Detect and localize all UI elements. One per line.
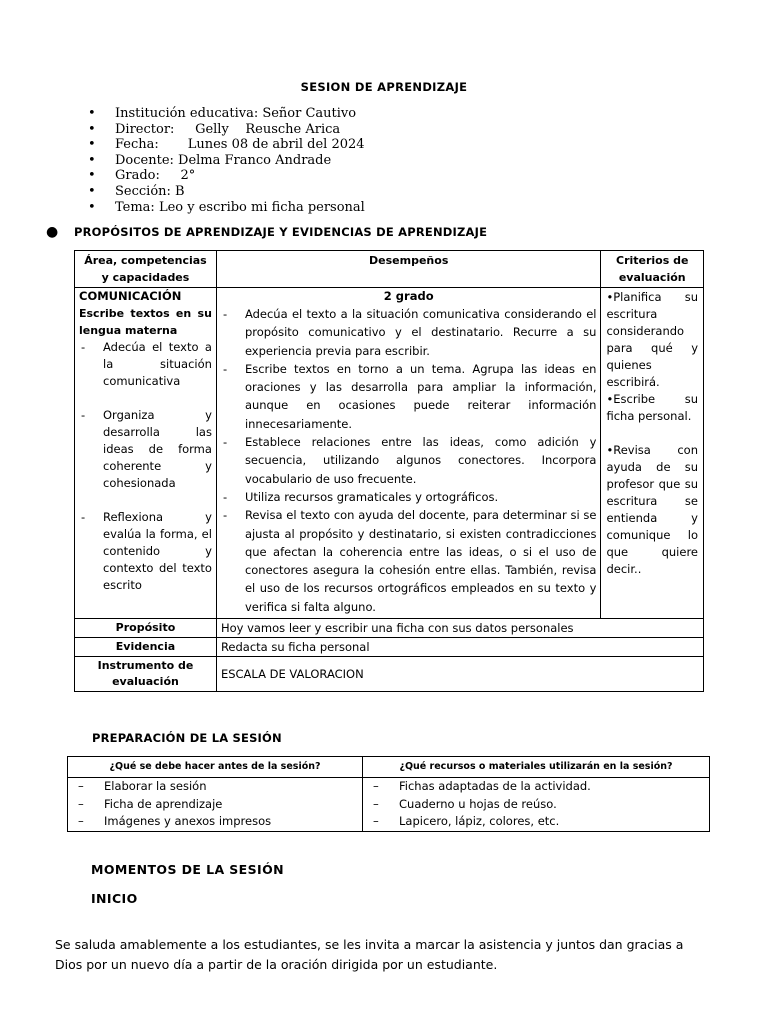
before-item: – Imágenes y anexos impresos bbox=[74, 813, 356, 831]
document-title: SESION DE APRENDIZAJE bbox=[300, 80, 468, 94]
performance-item: - Adecúa el texto a la situación comunicativa considerando el propósito comunicativo y el destinatario. Recurre a su experiencia previa para escribir. bbox=[221, 305, 597, 360]
area-competence: Escribe textos en su lengua materna bbox=[79, 307, 212, 337]
evidence-value: Redacta su ficha personal bbox=[216, 638, 703, 657]
header-desempenos: Desempeños bbox=[216, 251, 601, 288]
purpose-label: Propósito bbox=[75, 619, 217, 638]
header-area: Área, competencias y capacidades bbox=[75, 251, 217, 288]
preparation-content-row bbox=[68, 778, 710, 832]
purposes-table bbox=[74, 250, 704, 692]
capacity-item: - Organiza y desarrolla las ideas de forma coherente y cohesionada bbox=[79, 407, 212, 492]
capacities-list bbox=[75, 339, 216, 594]
inicio-heading: INICIO bbox=[91, 891, 138, 906]
preparation-resources-cell bbox=[363, 778, 710, 832]
performance-item: - Escribe textos en torno a un tema. Agrupa las ideas en oraciones y las desarrolla para ampliar la información, aunque en ocasiones puede reiterar información innecesariamente. bbox=[221, 360, 597, 433]
resources-list bbox=[363, 778, 709, 831]
info-item-date: • Fecha: Lunes 08 de abril del 2024 bbox=[115, 137, 365, 153]
info-item-teacher: • Docente: Delma Franco Andrade bbox=[115, 153, 365, 169]
purposes-heading: PROPÓSITOS DE APRENDIZAJE Y EVIDENCIAS DE APRENDIZAJE bbox=[74, 225, 488, 239]
performance-list bbox=[217, 305, 601, 618]
header-criterios: Criterios de evaluación bbox=[601, 251, 704, 288]
purposes-table-header-row bbox=[75, 251, 704, 288]
preparation-heading: PREPARACIÓN DE LA SESIÓN bbox=[92, 731, 282, 745]
resource-item: – Cuaderno u hojas de reúso. bbox=[369, 796, 703, 814]
resource-item: – Lapicero, lápiz, colores, etc. bbox=[369, 813, 703, 831]
bullet-icon: ● bbox=[46, 224, 59, 240]
info-item-institution: • Institución educativa: Señor Cautivo bbox=[115, 106, 365, 122]
moments-heading: MOMENTOS DE LA SESIÓN bbox=[91, 862, 284, 877]
before-item: – Ficha de aprendizaje bbox=[74, 796, 356, 814]
before-list bbox=[68, 778, 362, 831]
purposes-table-content-row bbox=[75, 288, 704, 619]
capacity-item: - Reflexiona y evalúa la forma, el contenido y contexto del texto escrito bbox=[79, 509, 212, 594]
criteria-cell bbox=[601, 288, 704, 619]
criteria-item: •Escribe su ficha personal. bbox=[606, 392, 698, 423]
instrument-row bbox=[75, 657, 704, 692]
evidence-row bbox=[75, 638, 704, 657]
area-cell bbox=[75, 288, 217, 619]
area-title: COMUNICACIÓN bbox=[79, 289, 182, 303]
preparation-header-before: ¿Qué se debe hacer antes de la sesión? bbox=[68, 757, 363, 778]
session-info-list bbox=[115, 106, 365, 215]
info-item-topic: • Tema: Leo y escribo mi ficha personal bbox=[115, 200, 365, 216]
performance-cell bbox=[216, 288, 601, 619]
before-item: – Elaborar la sesión bbox=[74, 778, 356, 796]
capacity-item: - Adecúa el texto a la situación comunicativa bbox=[79, 339, 212, 390]
resource-item: – Fichas adaptadas de la actividad. bbox=[369, 778, 703, 796]
performance-item: - Revisa el texto con ayuda del docente, para determinar si se ajusta al propósito y destinatario, si existen contradicciones que afectan la coherencia entre las ideas, o si el uso de conectores asegura la cohesión entre ellas. También, revisa el uso de los recursos ortográficos empleados en su texto y verifica si falta alguno. bbox=[221, 506, 597, 616]
performance-item: - Establece relaciones entre las ideas, como adición y secuencia, utilizando algunos conectores. Incorpora vocabulario de uso frecuente. bbox=[221, 433, 597, 488]
preparation-before-cell bbox=[68, 778, 363, 832]
instrument-label: Instrumento de evaluación bbox=[75, 657, 217, 692]
performance-item: - Utiliza recursos gramaticales y ortográficos. bbox=[221, 488, 597, 506]
info-item-director: • Director: Gelly Reusche Arica bbox=[115, 122, 365, 138]
preparation-header-resources: ¿Qué recursos o materiales utilizarán en la sesión? bbox=[363, 757, 710, 778]
evidence-label: Evidencia bbox=[75, 638, 217, 657]
purpose-row bbox=[75, 619, 704, 638]
info-item-section: • Sección: B bbox=[115, 184, 365, 200]
info-item-grade: • Grado: 2° bbox=[115, 168, 365, 184]
preparation-table bbox=[67, 756, 710, 832]
instrument-value: ESCALA DE VALORACION bbox=[216, 657, 703, 692]
criteria-item: •Revisa con ayuda de su profesor que su escritura se entienda y comunique lo que quiere decir.. bbox=[606, 443, 698, 576]
inicio-paragraph: Se saluda amablemente a los estudiantes, se les invita a marcar la asistencia y juntos dan gracias a Dios por un nuevo día a partir de la oración dirigida por un estudiante. bbox=[55, 937, 684, 972]
purpose-value: Hoy vamos leer y escribir una ficha con sus datos personales bbox=[216, 619, 703, 638]
preparation-header-row bbox=[68, 757, 710, 778]
grade-label: 2 grado bbox=[383, 289, 434, 303]
criteria-item: •Planifica su escritura considerando para qué y quienes escribirá. bbox=[606, 290, 698, 389]
